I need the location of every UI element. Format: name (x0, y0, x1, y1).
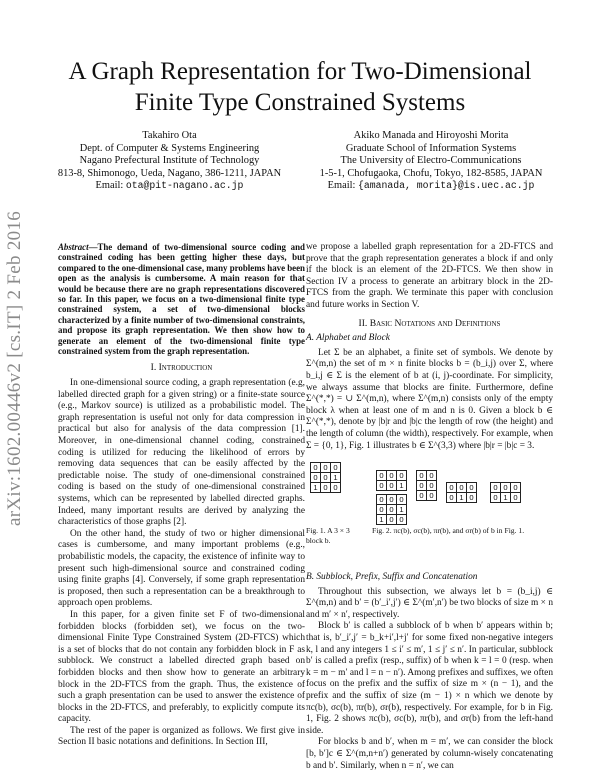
cell: 0 (427, 491, 437, 501)
body-paragraph: On the other hand, the study of two or higher dimensional cases is cumbersome, and many important problems (e.g., probabilistic models, the capacity, the existence of infinite way to present such high-dimensional source and constrained coding using finite graphs [4]. Conversely, if some graph representation is proposed, then such a representation can be a breakthrough to approach open problems. (58, 528, 305, 609)
author-email-line: Email: ota@pit-nagano.ac.jp (95, 180, 244, 192)
fig2-block-3 (416, 470, 437, 501)
abstract-lead: Abstract (58, 242, 89, 252)
cell: 0 (377, 505, 387, 515)
arxiv-stamp: arXiv:1602.00446v2 [cs.IT] 2 Feb 2016 (4, 210, 25, 526)
cell: 0 (387, 471, 397, 481)
section-heading-basic-notations: II. Basic Notations and Definitions (358, 317, 501, 329)
author-dept: Graduate School of Information Systems (345, 142, 517, 154)
author-email[interactable]: ota@pit-nagano.ac.jp (125, 180, 244, 192)
cell: 0 (491, 493, 501, 503)
cell: 0 (467, 493, 477, 503)
section-heading-introduction: I. Introduction (150, 362, 213, 374)
cell: 0 (397, 495, 407, 505)
author-affiliation-1 (42, 130, 297, 193)
author-affiliation-2 (300, 130, 562, 193)
cell: 0 (377, 481, 387, 491)
cell: 0 (331, 463, 341, 473)
cell: 1 (331, 473, 341, 483)
cell: 0 (417, 471, 427, 481)
body-paragraph: The rest of the paper is organized as follows. We first give in Section II basic notations and definitions. In Section III, (58, 725, 305, 748)
cell: 1 (397, 505, 407, 515)
body-paragraph: Let Σ be an alphabet, a finite set of symbols. We denote by Σ^(m,n) the set of m × n finite blocks b = (b_i,j) over Σ, where b_i,j ∈ Σ is the element of b at (i, j)-coordinate. For simplicity, we always assume that blocks are finite. Furthermore, define Σ^(*,*) = ∪ Σ^(m,n), where Σ^(m,n) consists only of the empty block λ when at least one of m and n is 0. Given a block b ∈ Σ^(*,*), denote by |b|r and |b|c the length of row (the height) and the length of column (the width), respectively. For example, when Σ = {0, 1}, Fig. 1 illustrates b ∈ Σ^(3,3) where |b|r = |b|c = 3. (306, 347, 553, 451)
abstract (58, 242, 305, 356)
left-column (58, 242, 305, 749)
cell: 0 (387, 505, 397, 515)
subsection-heading-alphabet: A. Alphabet and Block (306, 333, 390, 344)
cell: 0 (377, 471, 387, 481)
cell: 1 (397, 481, 407, 491)
fig2-block-4 (446, 482, 477, 503)
cell: 1 (311, 483, 321, 493)
cell: 0 (397, 471, 407, 481)
cell: 0 (321, 473, 331, 483)
cell: 0 (511, 493, 521, 503)
author-institution: Nagano Prefectural Institute of Technology (79, 155, 260, 167)
body-paragraph: Block b′ is called a subblock of b when b′ appears within b; that is, b′_i′,j′ = b_k+i′,l+j′ for some fixed non-negative integers k, l and any integers 1 ≤ i′ ≤ m′, 1 ≤ j′ ≤ n′. In particular, subblock b′ is called a prefix (resp., suffix) of b when k = l = 0 (resp. when k = m − m′ and l = n − n′). Among prefixes and suffixes, we often focus on the prefix and the suffix of size m × (n − 1), and the prefix and the suffix of size (m − 1) × n which we denote by πc(b), σc(b), πr(b), σr(b), respectively. For example, for b in Fig. 1, Fig. 2 shows πc(b), σc(b), πr(b), and σr(b) from the left-hand side. (306, 621, 553, 736)
figure-area (306, 458, 553, 568)
author-dept: Dept. of Computer & Systems Engineering (79, 142, 260, 154)
cell: 0 (387, 515, 397, 525)
fig1-block (310, 462, 341, 493)
cell: 0 (387, 495, 397, 505)
cell: 1 (377, 515, 387, 525)
fig1-caption: Fig. 1. A 3 × 3 block b. (306, 526, 350, 545)
author-address: 813-8, Shimonogo, Ueda, Nagano, 386-1211, JAPAN (57, 167, 282, 179)
right-column (306, 242, 553, 772)
cell: 0 (511, 483, 521, 493)
cell: 0 (427, 471, 437, 481)
author-email[interactable]: {amanada, morita}@is.uec.ac.jp (357, 180, 535, 192)
cell: 0 (331, 483, 341, 493)
body-paragraph: Throughout this subsection, we always let b = (b_i,j) ∈ Σ^(m,n) and b′ = (b′_i′,j′) ∈ Σ^(m′,n′) be two blocks of size m × n and m′ × n′, respectively. (306, 586, 553, 620)
author-institution: The University of Electro-Communications (340, 155, 522, 167)
paper-title (40, 56, 560, 118)
body-paragraph: In one-dimensional source coding, a graph representation (e.g, labelled directed graph for a given string) or a finite-state source (e.g., Markov source) is utilized as a probabilistic model. The graph representation is useful not only for data compression in practical but also for analysis of the data compression [1]. Moreover, in one-dimensional channel coding, constrained coding is utilized for reducing the likelihood of errors by removing data sequences that can be easily affected by the predictable noise. The study of one-dimensional constrained coding is based on the study of one-dimensional constrained systems, which can be represented by labelled directed graphs. Indeed, many important results are derived by analyzing the characteristics of those graphs [2]. (58, 378, 305, 528)
cell: 0 (501, 483, 511, 493)
author-address: 1-5-1, Chofugaoka, Chofu, Tokyo, 182-8585, JAPAN (319, 167, 543, 179)
subsection-heading-subblock: B. Subblock, Prefix, Suffix and Concatenation (306, 572, 478, 583)
title-line-2: Finite Type Constrained Systems (134, 89, 466, 116)
cell: 0 (377, 495, 387, 505)
abstract-text: —The demand of two-dimensional source coding and constrained coding has been getting higher these days, but compared to the one-dimensional case, many problems have been open as the analysis is cumbersome. A main reason for that would be because there are no graph representations discovered so far. In this paper, we focus on a two-dimensional finite type constrained system, a set of two-dimensional blocks characterized by a finite number of two-dimensional constraints, and propose its graph representation. We then show how to generate an element of the two-dimensional finite type constrained system from the graph representation. (58, 242, 305, 357)
cell: 1 (501, 493, 511, 503)
cell: 0 (311, 463, 321, 473)
cell: 0 (467, 483, 477, 493)
body-paragraph: In this paper, for a given finite set F of two-dimensional forbidden blocks (forbidden set), we focus on the two-dimensional Finite Type Constrained System (2D-FTCS) which is a set of blocks that do not contain any forbidden block in F as subblock. We construct a labelled directed graph based on forbidden blocks and then show how to generate an arbitrary block in the 2D-FTCS from the graph. Thus, the existence of such a graph presentation can be used to answer the existence of blocks in the 2D-FTCS, and preferably, to explicitly compute its capacity. (58, 609, 305, 725)
cell: 0 (321, 483, 331, 493)
title-line-1: A Graph Representation for Two-Dimensional (68, 58, 532, 85)
cell: 0 (387, 481, 397, 491)
fig2-block-1 (376, 470, 407, 491)
cell: 0 (457, 483, 467, 493)
cell: 0 (417, 481, 427, 491)
cell: 0 (397, 515, 407, 525)
fig2-caption: Fig. 2. πc(b), σc(b), πr(b), and σr(b) of b in Fig. 1. (372, 526, 525, 536)
cell: 1 (457, 493, 467, 503)
author-name: Takahiro Ota (142, 130, 197, 141)
cell: 0 (417, 491, 427, 501)
cell: 0 (321, 463, 331, 473)
cell: 0 (447, 483, 457, 493)
author-name: Akiko Manada and Hiroyoshi Morita (353, 130, 509, 141)
cell: 0 (311, 473, 321, 483)
cell: 0 (447, 493, 457, 503)
cell: 0 (427, 481, 437, 491)
fig2-block-2 (376, 494, 407, 525)
fig2-block-5 (490, 482, 521, 503)
body-paragraph: For blocks b and b′, when m = m′, we can consider the block [b, b′]c ∈ Σ^(m,n+n′) generated by column-wisely concatenating b and b′. Similarly, when n = n′, we can (306, 737, 553, 771)
body-paragraph: we propose a labelled graph representation for a 2D-FTCS and prove that the graph representation generates a block if and only if the block is an element of the 2D-FTCS. We then show in Section IV a process to generate an arbitrary block in the 2D-FTCS from the graph. We terminate this paper with conclusion and future works in Section V. (306, 242, 553, 310)
author-email-line: Email: {amanada, morita}@is.uec.ac.jp (327, 180, 535, 192)
cell: 0 (491, 483, 501, 493)
